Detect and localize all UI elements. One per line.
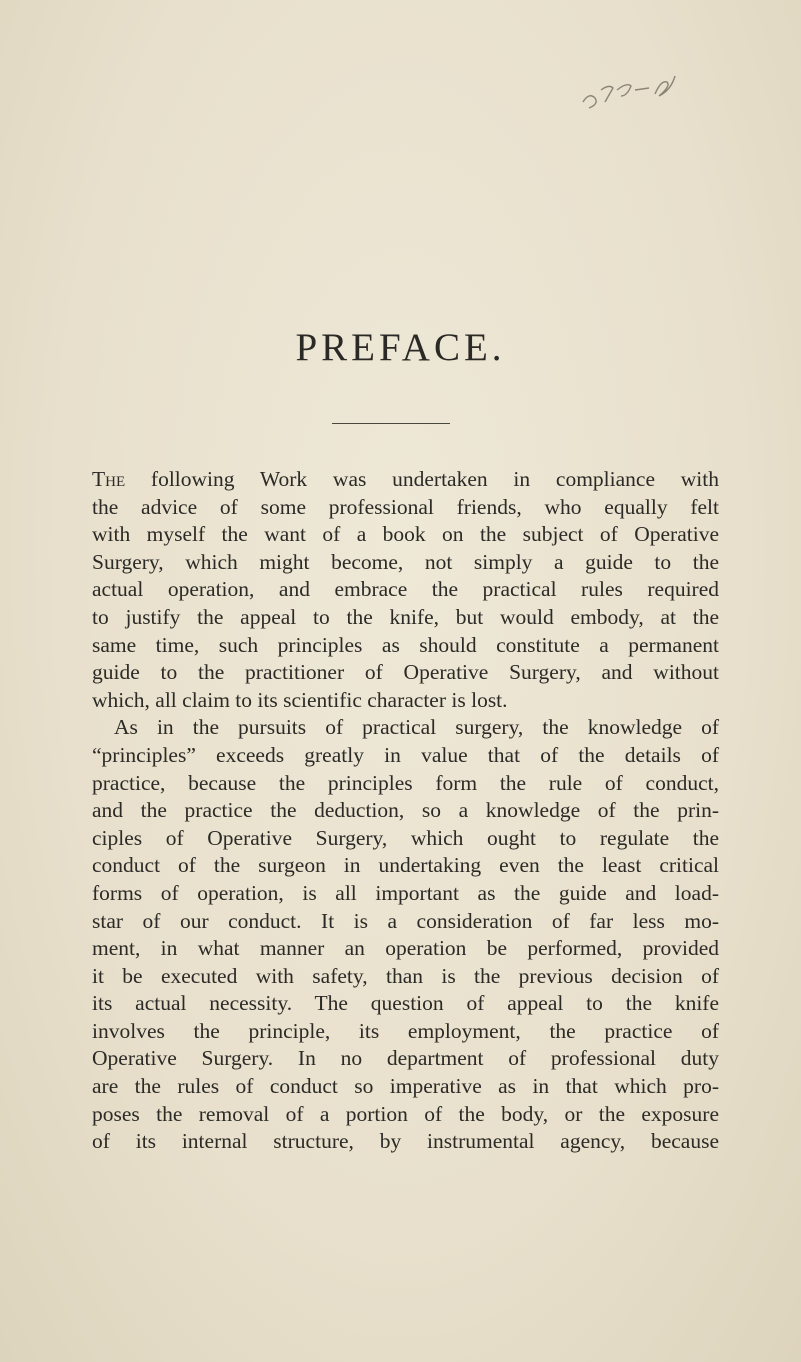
- text-line: [92, 466, 719, 494]
- text-line: involves the principle, its employment, the practice of: [92, 1018, 719, 1043]
- text-line: to justify the appeal to the knife, but would embody, at the: [92, 604, 719, 629]
- text-line: Operative Surgery. In no department of professional duty: [92, 1046, 719, 1071]
- text-line: are the rules of conduct so imperative as in that which pro-: [92, 1074, 719, 1099]
- page-title: PREFACE.: [295, 326, 506, 369]
- text-line: which, all claim to its scientific character is lost.: [92, 687, 508, 712]
- text-line: ment, in what manner an operation be performed, provided: [92, 936, 719, 961]
- text-line: of its internal structure, by instrumental agency, because: [92, 1129, 719, 1154]
- text-line: same time, such principles as should constitute a permanent: [92, 632, 719, 657]
- text-line: ciples of Operative Surgery, which ought to regulate the: [92, 825, 719, 850]
- text-line: As in the pursuits of practical surgery, the knowledge of: [114, 715, 719, 740]
- text-line: practice, because the principles form the rule of conduct,: [92, 770, 719, 795]
- paragraph-2: [92, 714, 719, 1156]
- text-line: it be executed with safety, than is the previous decision of: [92, 963, 719, 988]
- handwritten-pencil-note: [575, 60, 685, 120]
- text-line: with myself the want of a book on the subject of Operative: [92, 522, 719, 547]
- text-line: actual operation, and embrace the practical rules required: [92, 577, 719, 602]
- text-line: conduct of the surgeon in undertaking even the least critical: [92, 853, 719, 878]
- preface-body: [92, 466, 719, 1156]
- title-divider: [332, 423, 450, 424]
- text-line: guide to the practitioner of Operative Surgery, and without: [92, 660, 719, 685]
- text-line: poses the removal of a portion of the body, or the exposure: [92, 1101, 719, 1126]
- text-line: “principles” exceeds greatly in value that of the details of: [92, 742, 719, 767]
- text-line: forms of operation, is all important as the guide and load-: [92, 880, 719, 905]
- lead-word: The: [92, 467, 126, 491]
- text-line: and the practice the deduction, so a knowledge of the prin-: [92, 798, 719, 823]
- text-line-content: following Work was undertaken in compliance with: [150, 467, 720, 491]
- text-line: its actual necessity. The question of appeal to the knife: [92, 991, 719, 1016]
- text-line: Surgery, which might become, not simply a guide to the: [92, 549, 719, 574]
- text-line: the advice of some professional friends, who equally felt: [92, 494, 719, 519]
- paragraph-1: [92, 466, 719, 714]
- text-line: star of our conduct. It is a consideration of far less mo-: [92, 908, 719, 933]
